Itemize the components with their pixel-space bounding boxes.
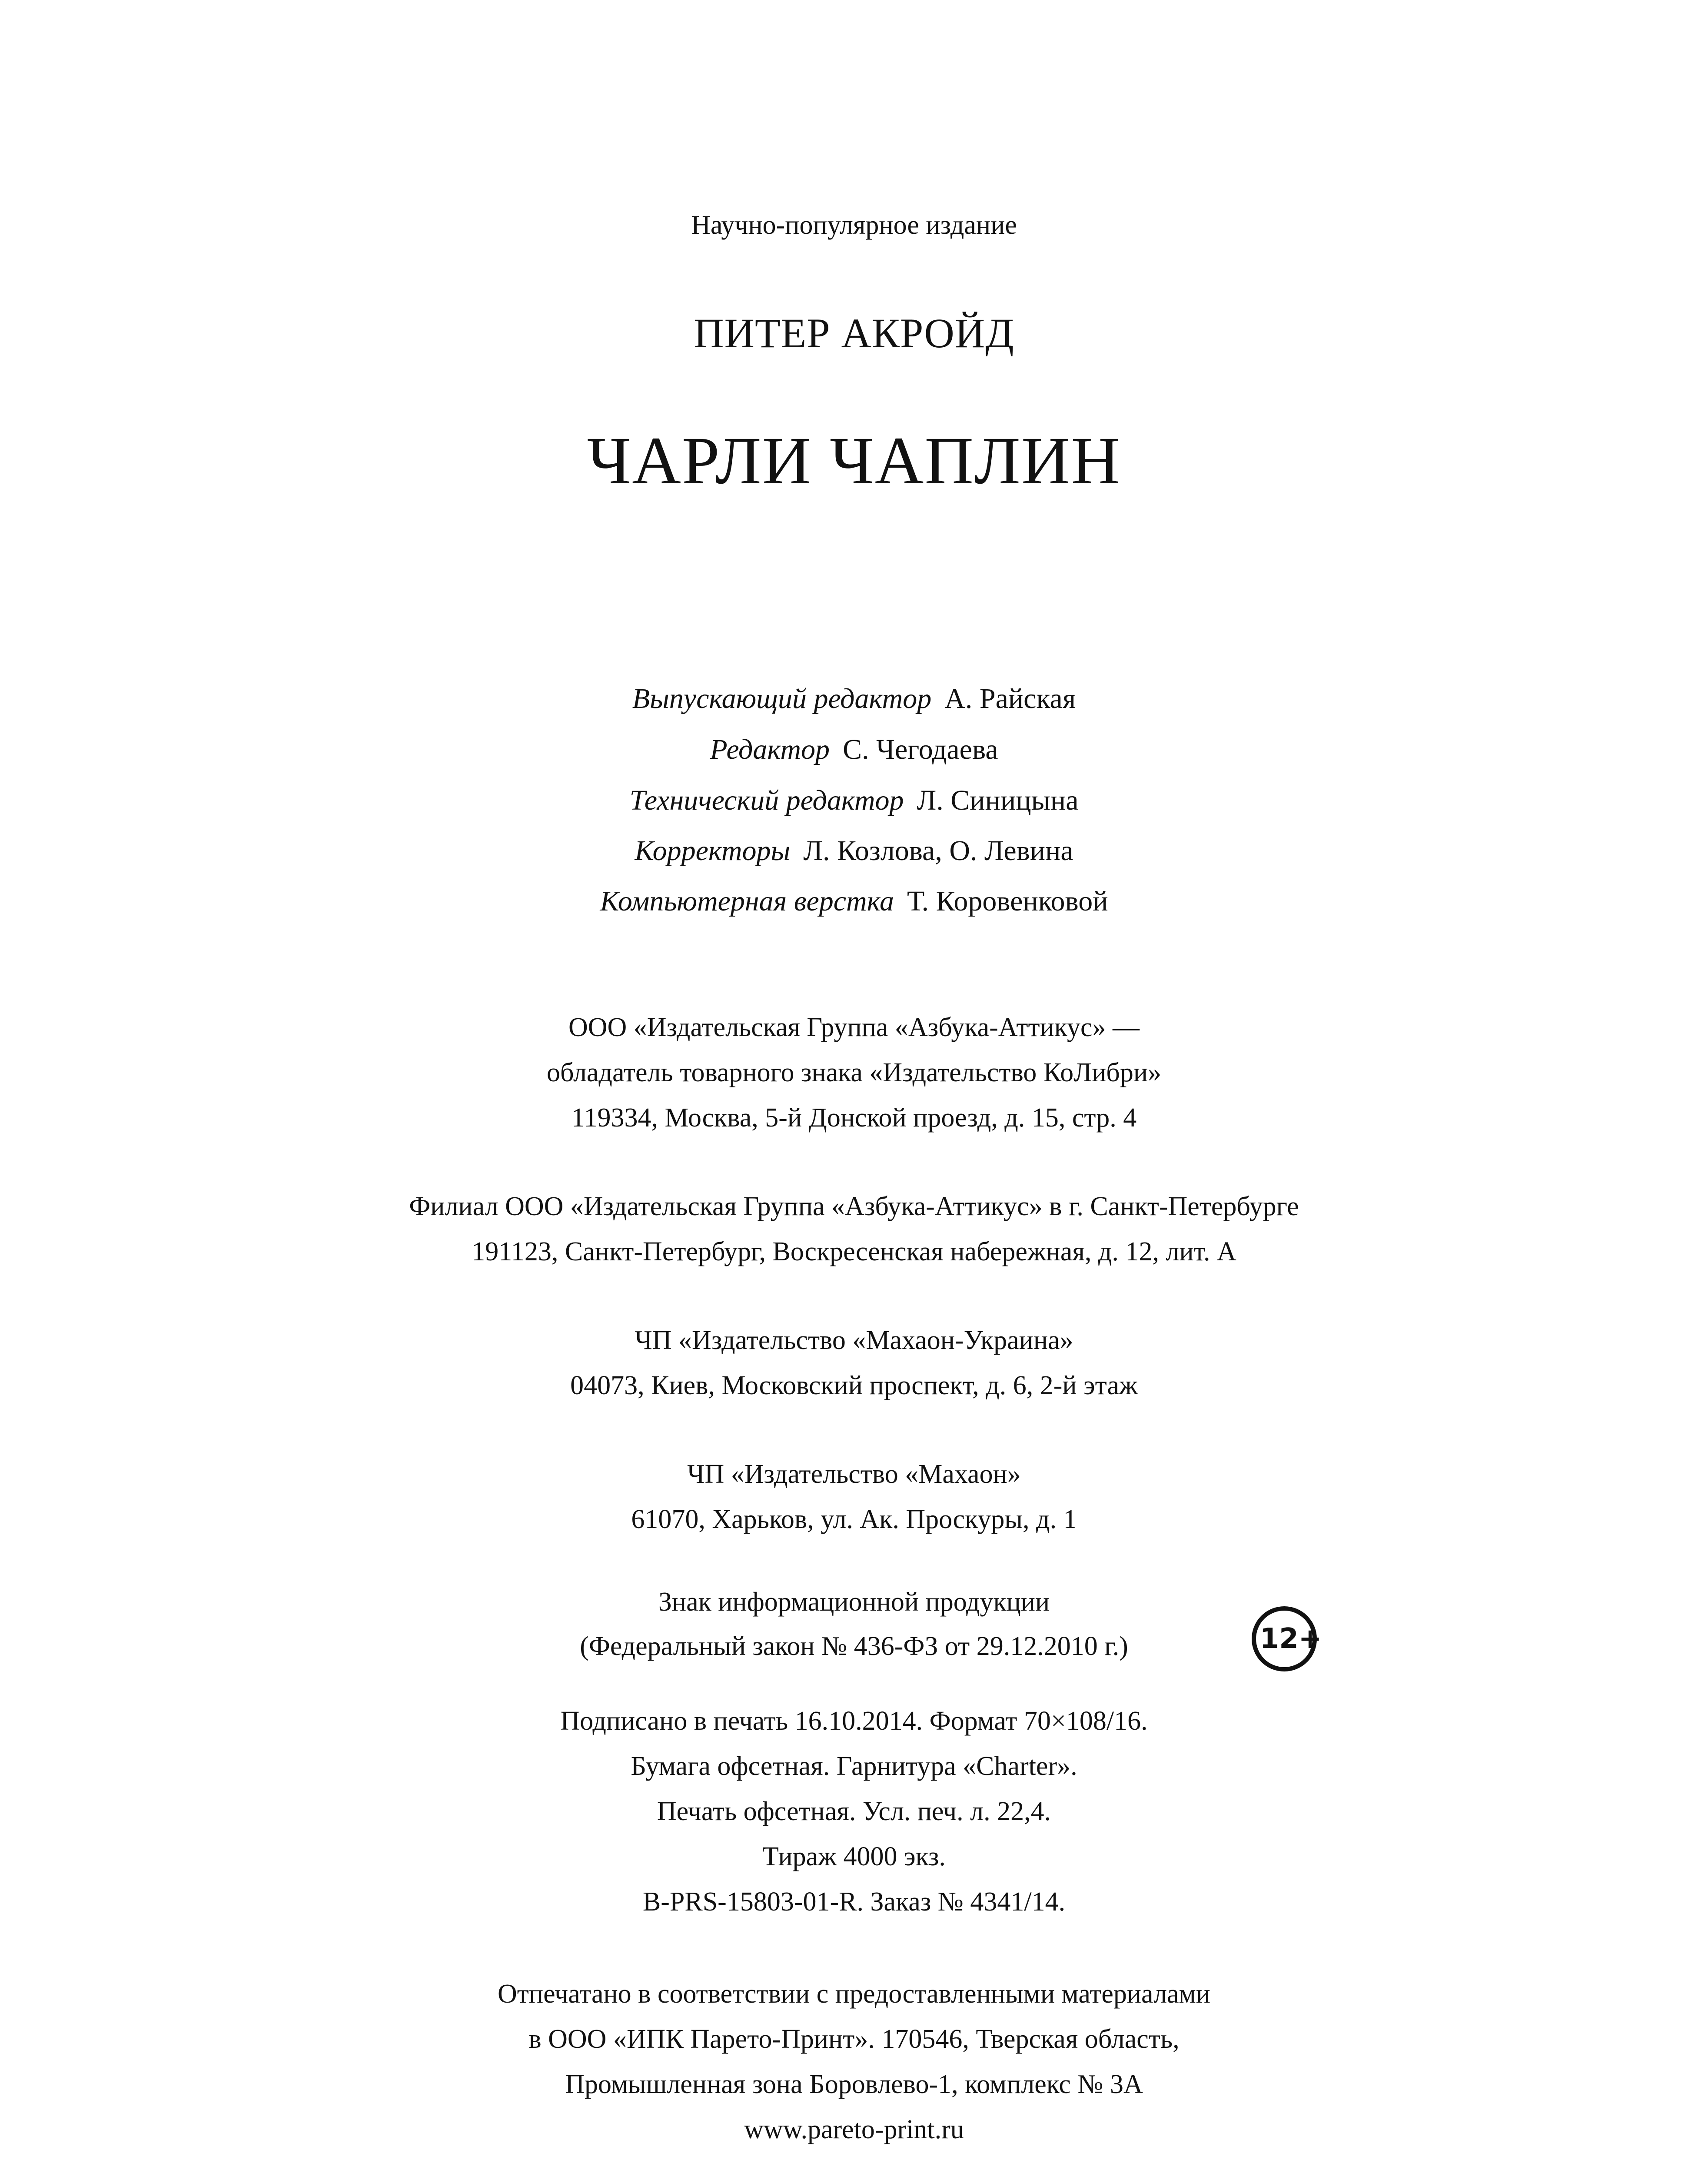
print-info-line: Печать офсетная. Усл. печ. л. 22,4. — [657, 1797, 1051, 1826]
print-info-line: В-PRS-15803-01-R. Заказ № 4341/14. — [642, 1887, 1066, 1917]
info-mark-label: Знак информационной продукции — [658, 1587, 1050, 1617]
print-info-line: Тираж 4000 экз. — [762, 1842, 946, 1871]
kiev-address: 04073, Киев, Московский проспект, д. 6, 2-й этаж — [570, 1371, 1138, 1400]
kiev-publisher: ЧП «Издательство «Махаон-Украина» — [635, 1326, 1073, 1355]
book-author: ПИТЕР АКРОЙД — [694, 310, 1014, 356]
age-rating-badge — [1252, 1606, 1322, 1671]
branch-line: Филиал ООО «Издательская Группа «Азбука-Аттикус» в г. Санкт-Петербурге — [409, 1192, 1299, 1221]
printer-info-line: Отпечатано в соответствии с предоставленными материалами — [498, 1979, 1210, 2009]
credit-line — [0, 833, 1708, 869]
credit-name: Л. Козлова, О. Левина — [803, 835, 1073, 867]
credit-line — [0, 731, 1708, 768]
printer-info-line: Промышленная зона Боровлево-1, комплекс № 3А — [565, 2070, 1143, 2099]
credit-name: Л. Синицына — [917, 784, 1079, 816]
publisher-line: обладатель товарного знака «Издательство КоЛибри» — [546, 1058, 1162, 1087]
book-title: ЧАРЛИ ЧАПЛИН — [587, 423, 1121, 498]
info-mark-law: (Федеральный закон № 436-ФЗ от 29.12.2010 г.) — [580, 1631, 1128, 1661]
branch-address: 191123, Санкт-Петербург, Воскресенская набережная, д. 12, лит. А — [472, 1237, 1236, 1266]
print-info-line: Подписано в печать 16.10.2014. Формат 70×108/16. — [560, 1706, 1148, 1736]
credit-line — [0, 681, 1708, 717]
print-info-line: Бумага офсетная. Гарнитура «Charter». — [631, 1751, 1077, 1781]
publisher-address: 119334, Москва, 5-й Донской проезд, д. 15, стр. 4 — [571, 1103, 1137, 1133]
kharkov-address: 61070, Харьков, ул. Ак. Проскуры, д. 1 — [631, 1505, 1077, 1534]
credit-name: Т. Коровенковой — [907, 885, 1108, 917]
credit-role: Компьютерная верстка — [600, 885, 894, 917]
credit-role: Корректоры — [635, 835, 791, 867]
credit-line — [0, 782, 1708, 819]
credit-role: Технический редактор — [629, 784, 904, 816]
publisher-line: ООО «Издательская Группа «Азбука-Аттикус» — — [568, 1013, 1140, 1042]
age-rating-text: 12+ — [1259, 1623, 1322, 1655]
credit-line — [0, 883, 1708, 920]
printer-info-line: в ООО «ИПК Парето-Принт». 170546, Тверская область, — [528, 2024, 1180, 2054]
printer-website: www.pareto-print.ru — [744, 2115, 964, 2144]
genre-label: Научно-популярное издание — [691, 210, 1017, 240]
credit-name: А. Райская — [944, 683, 1076, 714]
credit-role: Редактор — [710, 734, 830, 765]
credit-name: С. Чегодаева — [843, 734, 998, 765]
kharkov-publisher: ЧП «Издательство «Махаон» — [687, 1459, 1021, 1489]
credit-role: Выпускающий редактор — [632, 683, 932, 714]
